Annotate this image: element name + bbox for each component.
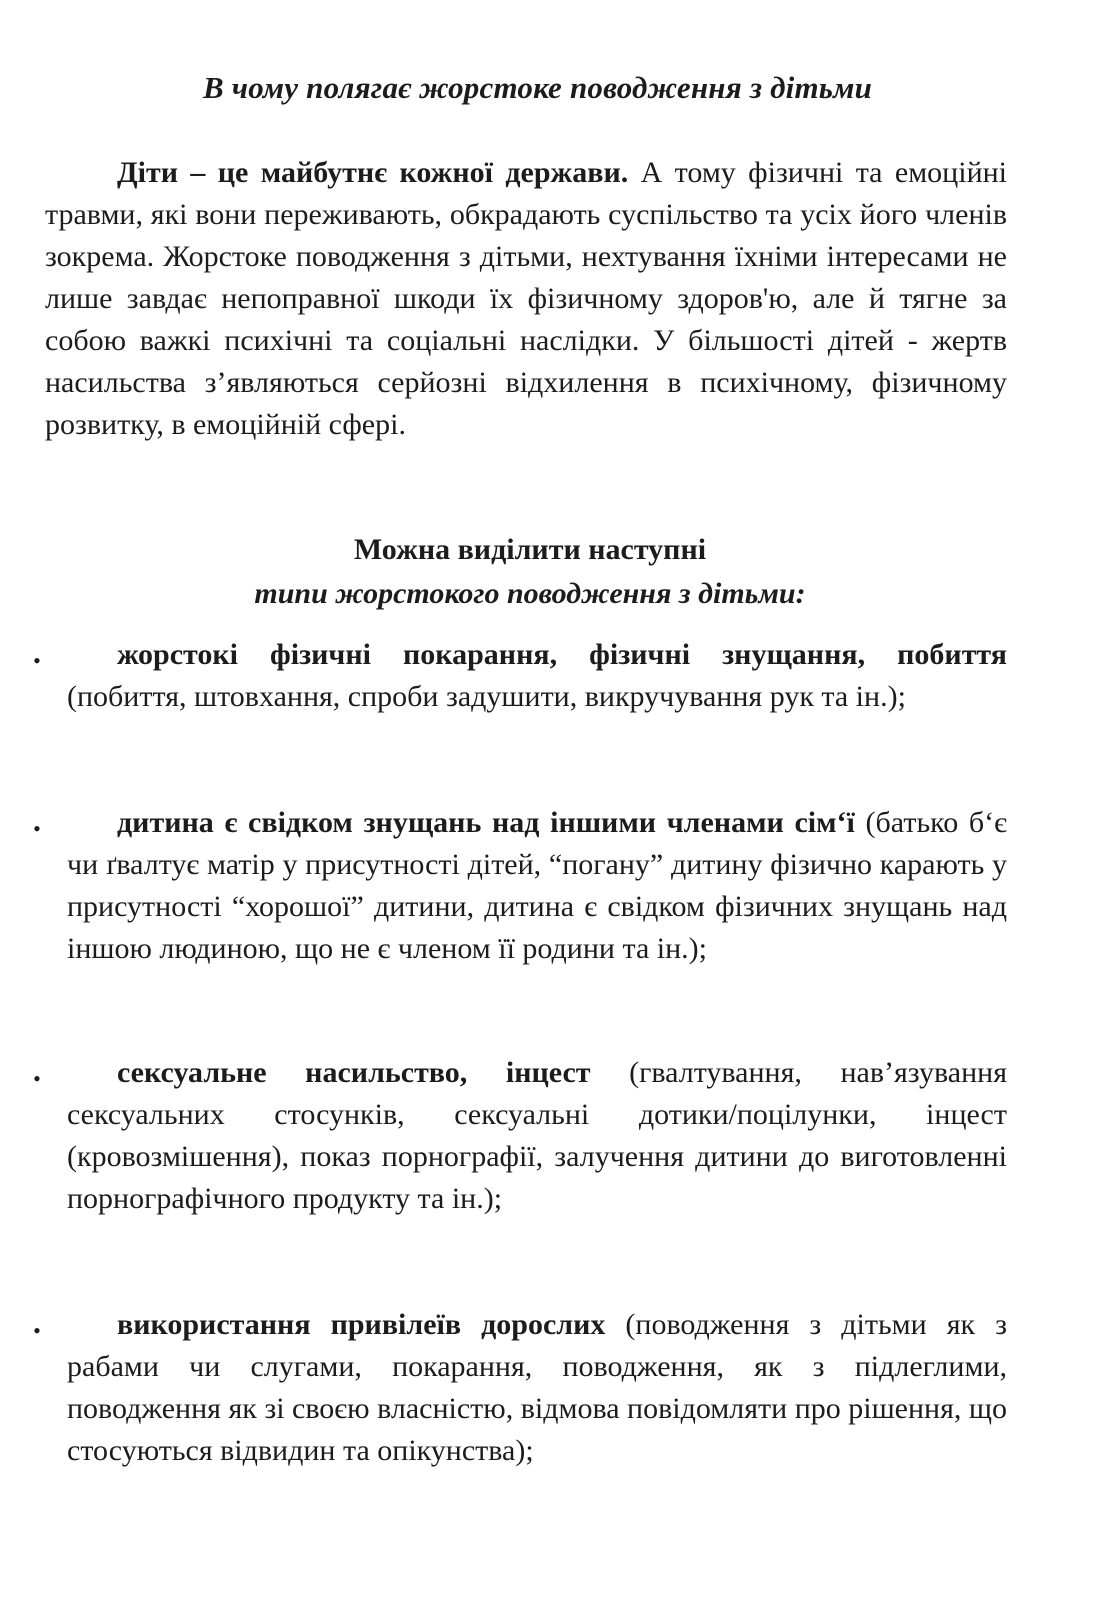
list-item-lead: сексуальне насильство, інцест [117,1056,591,1089]
list-item-sexual [67,1052,1007,1220]
section-heading [0,528,1060,616]
list-item-privileges [67,1304,1007,1472]
list-item-lead: дитина є свідком знущань над іншими членами сім‘ї [117,806,855,839]
bullet-icon: • [33,1318,41,1343]
bullet-icon: • [33,816,41,841]
intro-lead: Діти – це майбутнє кожної держави. [117,156,629,189]
bullet-icon: • [33,648,41,673]
list-item-text: (поводження з дітьми як з рабами чи слугами, покарання, поводження, як з підлеглими, поводження як зі своєю власністю, відмова повідомляти про рішення, що стосуються відвидин та опікунства); [67,1308,1008,1467]
intro-text: А тому фізичні та емоційні травми, які вони переживають, обкрадають суспільство та усіх його членів зокрема. Жорстоке поводження з дітьми, нехтування їхніми інтересами не лише завдає непоправної шкоди їх фізичному здоров'ю, але й тягне за собою важкі психічні та соціальні наслідки. У більшості дітей - жертв насильства з’являються серйозні відхилення в психічному, фізичному розвитку, в емоційній сфері. [45,156,1008,441]
page-title: В чому полягає жорстоке поводження з дітьми [202,70,873,105]
section-heading-line1: Можна виділити наступні [353,533,707,566]
list-item-physical [67,634,1007,718]
intro-paragraph [45,152,1007,446]
list-item-witness [67,802,1007,970]
list-item-text: (гвалтування, нав’язування сексуальних стосунків, сексуальні дотики/поцілунки, інцест (кровозмішення), показ порнографії, залучення дитини до виготовленні порнографічного продукту та ін.); [67,1056,1007,1215]
list-item-lead: використання привілеїв дорослих [117,1308,606,1341]
section-heading-line2: типи жорстокого поводження з дітьми: [254,577,806,610]
list-item-text: (побиття, штовхання, спроби задушити, викручування рук та ін.); [67,680,906,713]
list-item-lead: жорстокі фізичні покарання, фізичні знущання, побиття [117,638,1007,671]
bullet-icon: • [33,1066,41,1091]
list-item-text: (батько б‘є чи ґвалтує матір у присутності дітей, “погану” дитину фізично карають у присутності “хорошої” дитини, дитина є свідком фізичних знущань над іншою людиною, що не є членом її родини та ін.); [67,806,1007,965]
